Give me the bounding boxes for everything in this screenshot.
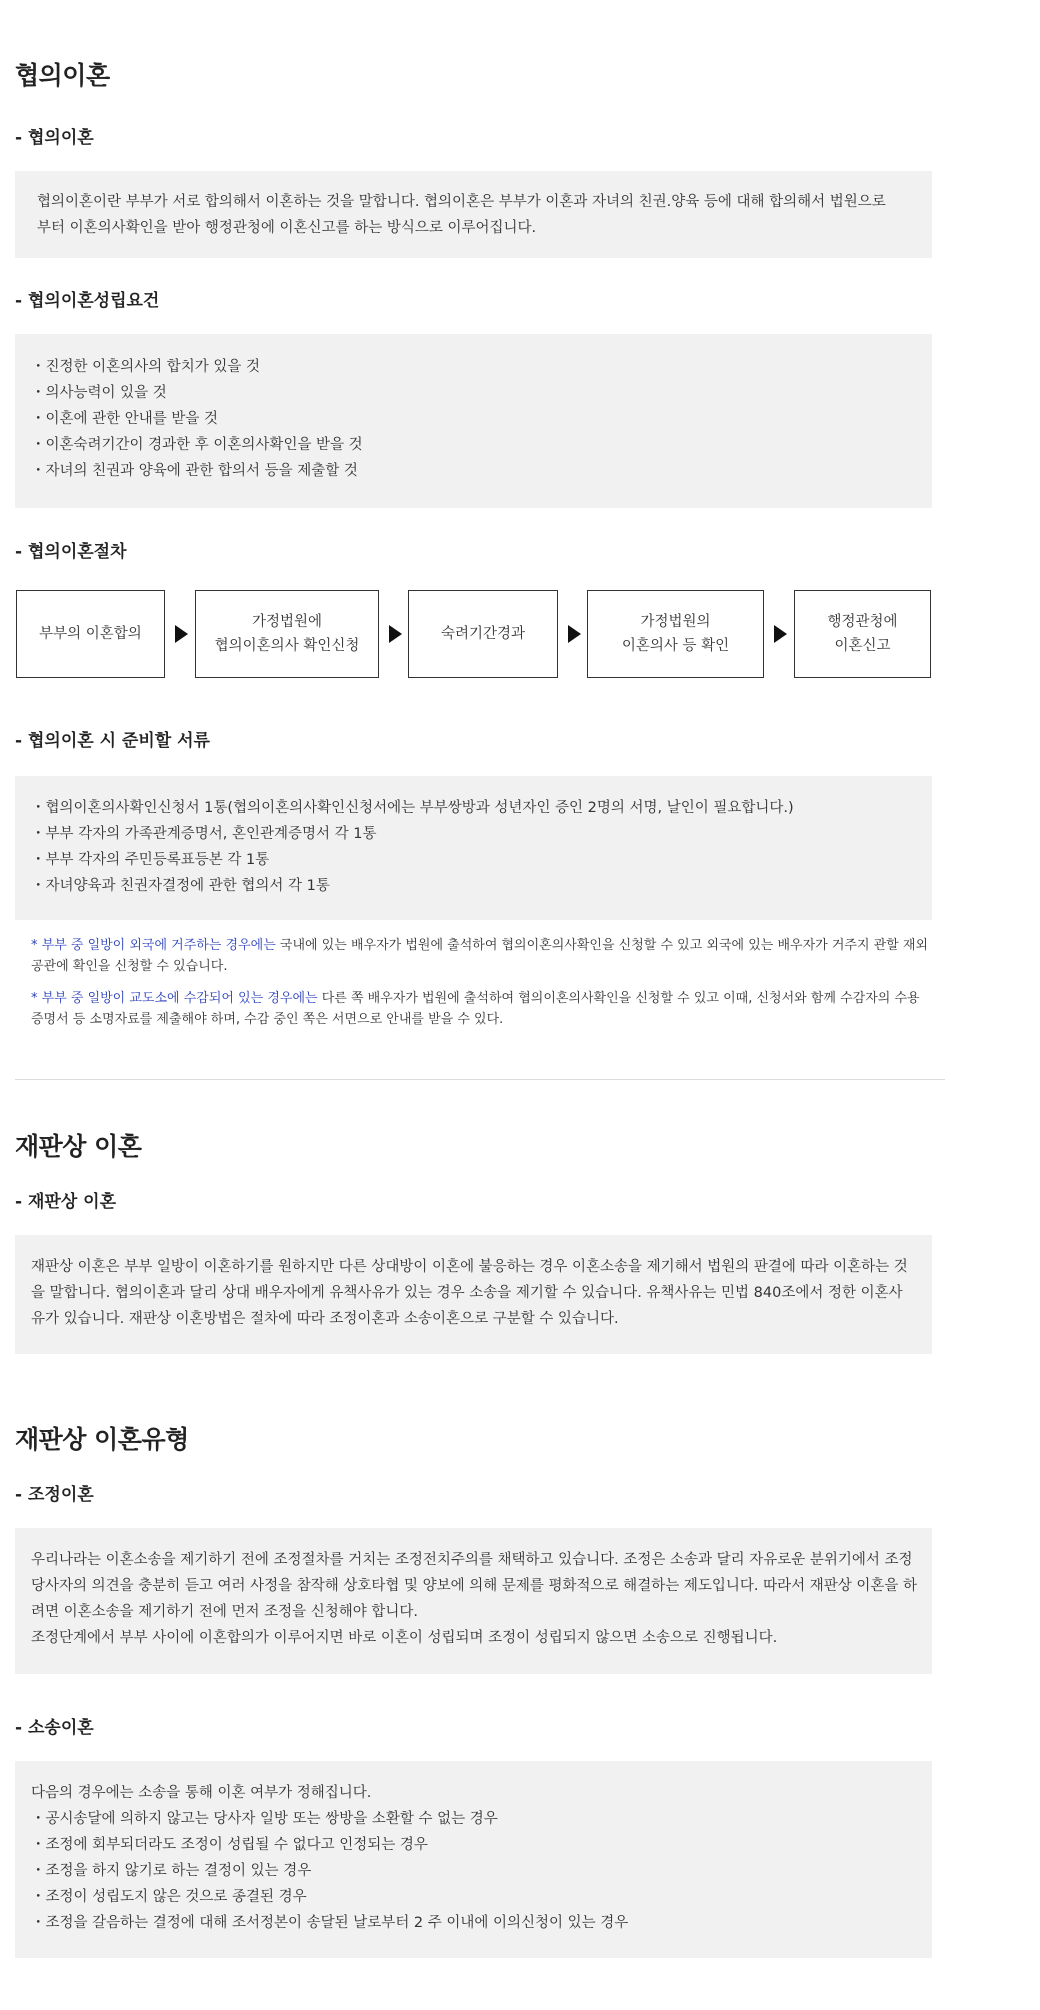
mediation-box — [15, 1528, 932, 1674]
documents-heading: - 협의이혼 시 준비할 서류 — [15, 731, 210, 751]
arrow-right-icon — [389, 625, 402, 643]
mediation-heading: - 조정이혼 — [15, 1485, 94, 1505]
list-item: ・ 의사능력이 있을 것 — [31, 380, 912, 406]
arrow-right-icon — [774, 625, 787, 643]
list-item: ・ 이혼숙려기간이 경과한 후 이혼의사확인을 받을 것 — [31, 432, 912, 458]
consensual-definition-heading: - 협의이혼 — [15, 128, 94, 148]
procedure-heading: - 협의이혼절차 — [15, 542, 127, 562]
litigation-intro: 다음의 경우에는 소송을 통해 이혼 여부가 정해집니다. — [31, 1785, 372, 1801]
mediation-paragraph-1: 우리나라는 이혼소송을 제기하기 전에 조정절차를 거치는 조정전치주의를 채택하고 있습니다. 조정은 소송과 달리 자유로운 분위기에서 조정당사자의 의견을 충분히 듣고 여러 사정을 참작해 상호타협 및 양보에 의해 문제를 평화적으로 해결하는 제도입니다. 따라서 재판상 이혼을 하려면 이혼소송을 제기하기 전에 먼저 조정을 신청해야 합니다. — [31, 1552, 917, 1620]
note-prison: * 부부 중 일방이 교도소에 수감되어 있는 경우에는 다른 쪽 배우자가 법원에 출석하여 협의이혼의사확인을 신청할 수 있고 이때, 신청서와 함께 수감자의 수용증명서 등 소명자료를 제출해야 하며, 수감 중인 쪽은 서면으로 안내를 받을 수 있다. — [31, 991, 920, 1027]
arrow-right-icon — [568, 625, 581, 643]
note-overseas: * 부부 중 일방이 외국에 거주하는 경우에는 국내에 있는 배우자가 법원에 출석하여 협의이혼의사확인을 신청할 수 있고 외국에 있는 배우자가 거주지 관할 재외공관에 확인을 신청할 수 있습니다. — [31, 938, 928, 974]
section-divider — [15, 1079, 945, 1080]
list-item: ・ 조정을 갈음하는 결정에 대해 조서정본이 송달된 날로부터 2 주 이내에 이의신청이 있는 경우 — [31, 1910, 912, 1936]
procedure-step-5: 행정관청에 이혼신고 — [794, 590, 931, 678]
litigation-box — [15, 1761, 932, 1958]
list-item: ・ 진정한 이혼의사의 합치가 있을 것 — [31, 354, 912, 380]
litigation-heading: - 소송이혼 — [15, 1718, 94, 1738]
consensual-title: 협의이혼 — [15, 61, 110, 90]
list-item: ・ 이혼에 관한 안내를 받을 것 — [31, 406, 912, 432]
judicial-title: 재판상 이혼 — [15, 1132, 142, 1161]
requirements-box — [15, 334, 932, 508]
consensual-definition-box — [15, 171, 932, 258]
requirements-list — [31, 354, 912, 484]
list-item: ・ 협의이혼의사확인신청서 1통(협의이혼의사확인신청서에는 부부쌍방과 성년자인 증인 2명의 서명, 날인이 필요합니다.) — [31, 795, 912, 821]
arrow-right-icon — [175, 625, 188, 643]
litigation-list — [31, 1806, 912, 1936]
requirements-heading: - 협의이혼성립요건 — [15, 291, 160, 311]
procedure-step-4: 가정법원의 이혼의사 등 확인 — [587, 590, 764, 678]
list-item: ・ 조정이 성립도지 않은 것으로 종결된 경우 — [31, 1884, 912, 1910]
procedure-step-2: 가정법원에 협의이혼의사 확인신청 — [195, 590, 379, 678]
types-title: 재판상 이혼유형 — [15, 1425, 189, 1454]
judicial-definition-heading: - 재판상 이혼 — [15, 1192, 117, 1212]
documents-list — [31, 795, 912, 899]
consensual-definition-text: 협의이혼이란 부부가 서로 합의해서 이혼하는 것을 말합니다. 협의이혼은 부부가 이혼과 자녀의 친권.양육 등에 대해 합의해서 법원으로 부터 이혼의사확인을 받아 행정관청에 이혼신고를 하는 방식으로 이루어집니다. — [37, 194, 886, 236]
list-item: ・ 부부 각자의 주민등록표등본 각 1통 — [31, 847, 912, 873]
list-item: ・ 공시송달에 의하지 않고는 당사자 일방 또는 쌍방을 소환할 수 없는 경우 — [31, 1806, 912, 1832]
judicial-definition-text: 재판상 이혼은 부부 일방이 이혼하기를 원하지만 다른 상대방이 이혼에 불응하는 경우 이혼소송을 제기해서 법원의 판결에 따라 이혼하는 것을 말합니다. 협의이혼과 달리 상대 배우자에게 유책사유가 있는 경우 소송을 제기할 수 있습니다. 유책사유는 민법 840조에서 정한 이혼사유가 있습니다. 재판상 이혼방법은 절차에 따라 조정이혼과 소송이혼으로 구분할 수 있습니다. — [31, 1259, 908, 1327]
judicial-definition-box — [15, 1235, 932, 1354]
list-item: ・ 자녀의 친권과 양육에 관한 합의서 등을 제출할 것 — [31, 458, 912, 484]
list-item: ・ 조정을 하지 않기로 하는 결정이 있는 경우 — [31, 1858, 912, 1884]
list-item: ・ 부부 각자의 가족관계증명서, 혼인관계증명서 각 1통 — [31, 821, 912, 847]
procedure-step-3: 숙려기간경과 — [408, 590, 558, 678]
list-item: ・ 조정에 회부되더라도 조정이 성립될 수 없다고 인정되는 경우 — [31, 1832, 912, 1858]
documents-box — [15, 776, 932, 920]
procedure-step-1: 부부의 이혼합의 — [16, 590, 165, 678]
mediation-paragraph-2: 조정단계에서 부부 사이에 이혼합의가 이루어지면 바로 이혼이 성립되며 조정이 성립되지 않으면 소송으로 진행됩니다. — [31, 1630, 778, 1646]
list-item: ・ 자녀양육과 친권자결정에 관한 협의서 각 1통 — [31, 873, 912, 899]
